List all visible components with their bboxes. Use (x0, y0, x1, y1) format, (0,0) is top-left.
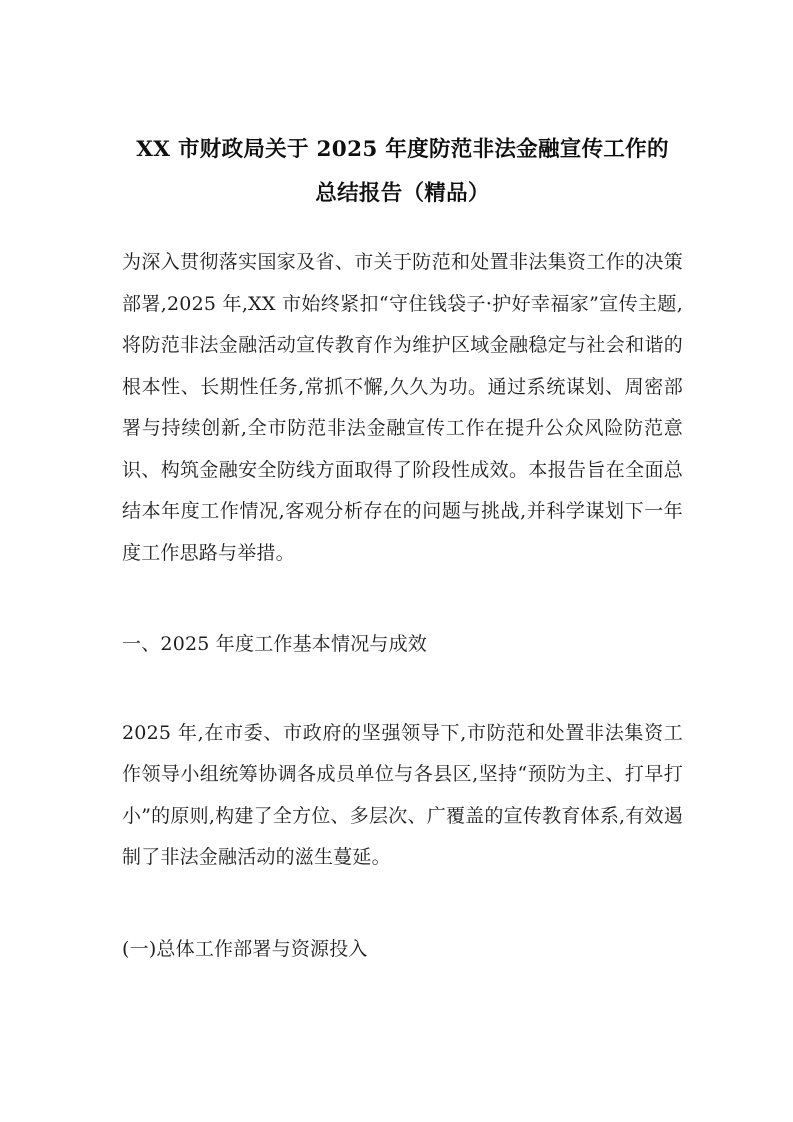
subsection-heading-1-1: (一)总体工作部署与资源投入 (122, 937, 368, 960)
document-title-line-1: XX 市财政局关于 2025 年度防范非法金融宣传工作的 (136, 137, 669, 162)
section-heading-1: 一、2025 年度工作基本情况与成效 (122, 633, 427, 655)
paragraph-spacer-3 (122, 879, 683, 929)
paragraph-spacer-2 (122, 666, 683, 713)
document-title-line-2: 总结报告（精品） (315, 181, 490, 206)
paragraph-spacer-1 (122, 574, 683, 624)
intro-paragraph: 为深入贯彻落实国家及省、市关于防范和处置非法集资工作的决策部署,2025 年,XX 市始终紧扣“守住钱袋子·护好幸福家”宣传主题,将防范非法金融活动宣传教育作为维护区域金融稳定与社会和谐的根本性、长期性任务,常抓不懈,久久为功。通过系统谋划、周密部署与持续创新,全市防范非法金融宣传工作在提升公众风险防范意识、构筑金融安全防线方面取得了阶段性成效。本报告旨在全面总结本年度工作情况,客观分析存在的问题与挑战,并科学谋划下一年度工作思路与举措。 (122, 251, 683, 564)
title-body-spacer (122, 215, 683, 242)
document-title (122, 0, 683, 215)
section-1-paragraph: 2025 年,在市委、市政府的坚强领导下,市防范和处置非法集资工作领导小组统筹协调各成员单位与各县区,坚持“预防为主、打早打小”的原则,构建了全方位、多层次、广覆盖的宣传教育体系,有效遏制了非法金融活动的滋生蔓延。 (122, 721, 683, 868)
document-content (122, 0, 683, 970)
